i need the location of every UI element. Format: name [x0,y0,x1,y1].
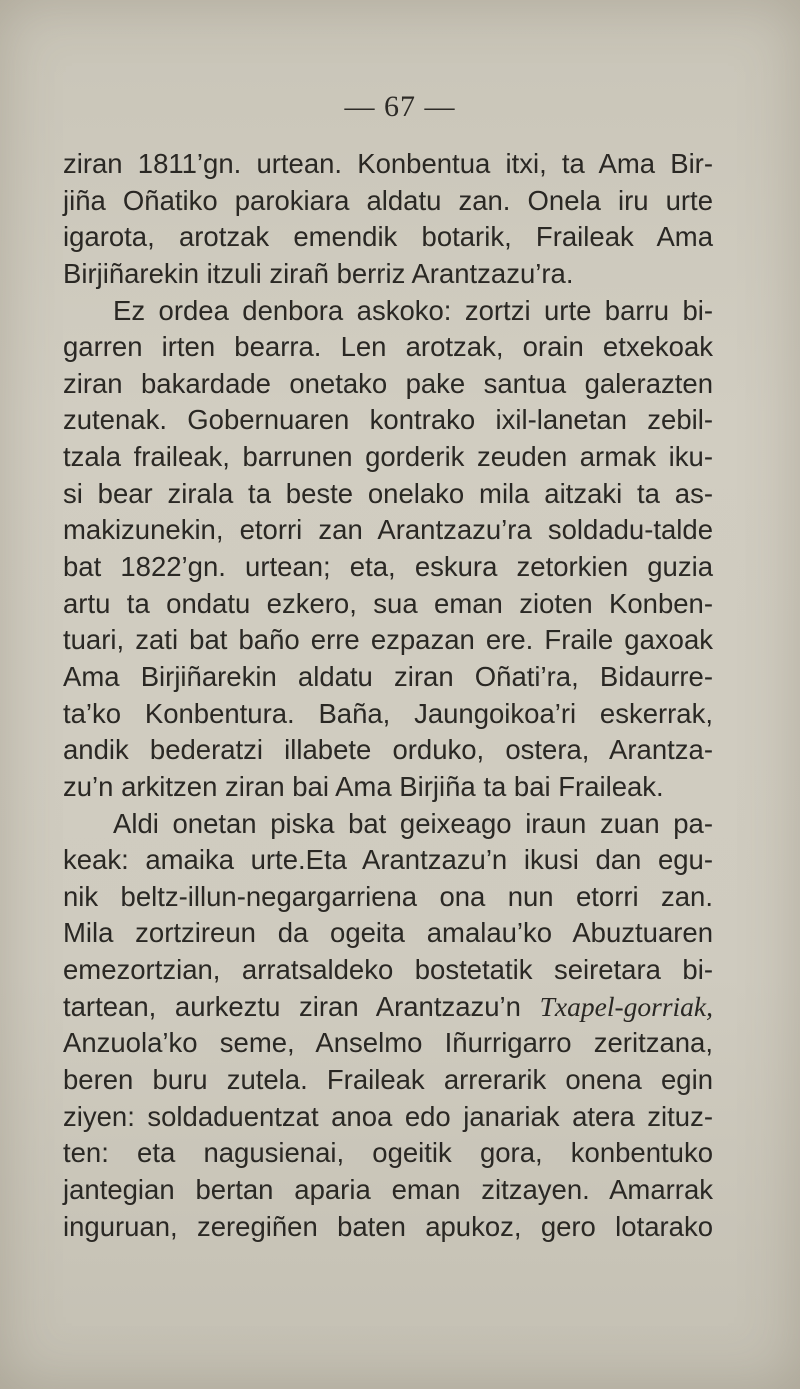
text-line: jiña Oñatiko parokiara aldatu zan. Onela iru urte [63,184,713,216]
page-number: — 67 — [344,90,456,123]
text-line: ten: eta nagusienai, ogeitik gora, konbentuko [63,1137,713,1169]
text-line: keak: amaika urte.Eta Arantzazu’n ikusi dan egu- [63,844,713,876]
text-line: Aldi onetan piska bat geixeago iraun zuan pa- [113,807,713,839]
text-line: Ez ordea denbora askoko: zortzi urte barru bi- [113,294,713,326]
text-line: bat 1822’gn. urtean; eta, eskura zetorkien guzia [63,551,713,583]
text-line: artu ta ondatu ezkero, sua eman zioten Konben- [63,587,713,619]
text-line: zu’n arkitzen ziran bai Ama Birjiña ta bai Fraileak. [63,770,664,802]
text-line: beren buru zutela. Fraileak arrerarik onena egin [63,1064,713,1096]
text-line: Mila zortzireun da ogeita amalau’ko Abuztuaren [63,917,713,949]
text-line [63,989,713,1026]
text-line: ziran 1811’gn. urtean. Konbentua itxi, ta Ama Bir- [63,148,713,179]
text-line: ta’ko Konbentura. Baña, Jaungoikoa’ri eskerrak, [63,697,713,729]
text-line: garren irten bearra. Len arotzak, orain etxekoak [63,331,713,363]
text-line: tzala fraileak, barrunen gorderik zeuden armak iku- [63,441,713,473]
text-line: si bear zirala ta beste onelako mila aitzaki ta as- [63,477,713,509]
text-line: igarota, arotzak emendik botarik, Fraileak Ama [63,221,713,253]
text-line: Ama Birjiñarekin aldatu ziran Oñati’ra, Bidaurre- [63,660,713,692]
text-line: emezortzian, arratsaldeko bostetatik seiretara bi- [63,954,713,986]
text-line: ziran bakardade onetako pake santua galerazten [63,367,713,399]
text-line: makizunekin, etorri zan Arantzazu’ra soldadu-talde [63,514,713,546]
text-line: inguruan, zeregiñen baten apukoz, gero lotarako [63,1210,713,1242]
text-line: jantegian bertan aparia eman zitzayen. Amarrak [63,1173,713,1205]
body-text [63,146,713,1245]
italic-term: Txapel-gorriak, [539,990,713,1022]
text-line: ziyen: soldaduentzat anoa edo janariak atera zituz- [63,1100,713,1132]
text-line: Birjiñarekin itzuli zirañ berriz Arantzazu’ra. [63,257,574,289]
text-line: tuari, zati bat baño erre ezpazan ere. Fraile gaxoak [63,624,713,656]
text-line: andik bederatzi illabete orduko, ostera, Arantza- [63,734,713,766]
text-line: nik beltz-illun-negargarriena ona nun etorri zan. [63,880,713,912]
text-line: Anzuola’ko seme, Anselmo Iñurrigarro zeritzana, [63,1027,713,1059]
text-line-start: tartean, aurkeztu ziran Arantzazu’n [63,990,540,1022]
text-line: zutenak. Gobernuaren kontrako ixil-lanetan zebil- [63,404,713,436]
